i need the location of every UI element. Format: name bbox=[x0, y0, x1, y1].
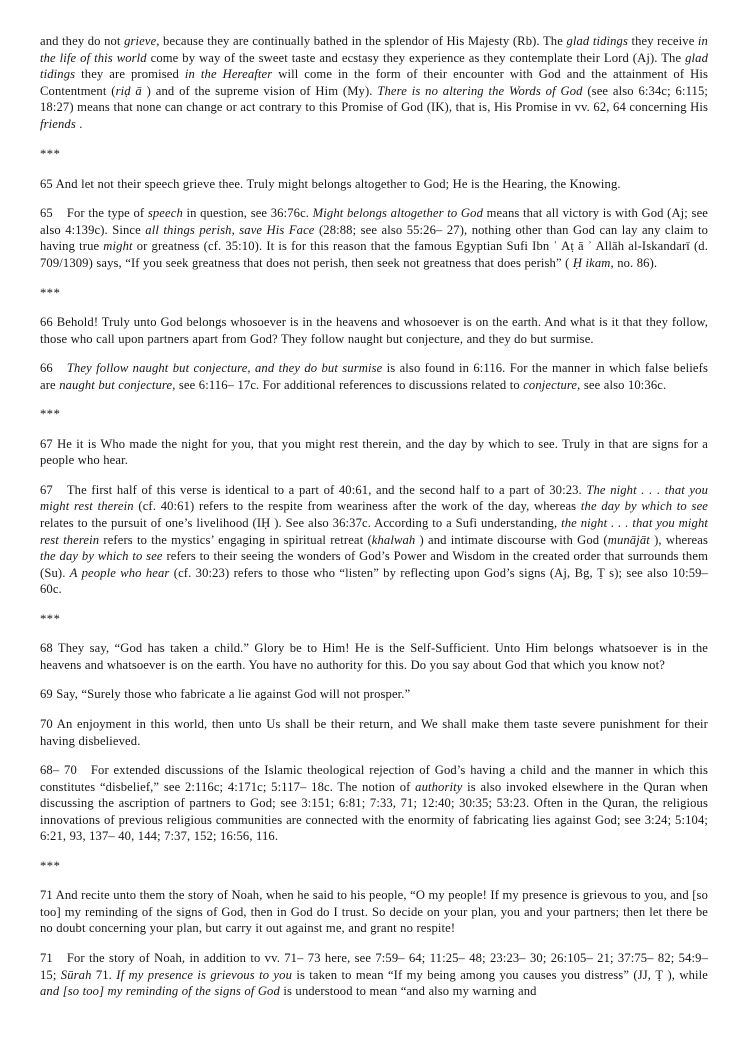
section-separator: *** bbox=[40, 147, 61, 162]
section-separator: *** bbox=[40, 611, 61, 626]
commentary-71: 71 For the story of Noah, in addition to vv. 71– 73 here, see 7:59– 64; 11:25– 48; 23:23– 30; 26:105– 21; 37:75– 82; 54:9– 15; Sūrah 71. If my presence is grievous to you is taken to mean “If my being among you causes you distress” (JJ, Ṭ ), while and [so too] my reminding of the signs of God is understood to mean “and also my warning and bbox=[40, 950, 708, 999]
section-separator: *** bbox=[40, 285, 61, 300]
verse-67: 67 He it is Who made the night for you, that you might rest therein, and the day by which to see. Truly in that are signs for a people who hear. bbox=[40, 436, 708, 468]
verse-65: 65 And let not their speech grieve thee. Truly might belongs altogether to God; He is the Hearing, the Knowing. bbox=[40, 176, 621, 191]
section-separator: *** bbox=[40, 858, 61, 873]
verse-66: 66 Behold! Truly unto God belongs whosoever is in the heavens and whosoever is on the earth. And what is it that they follow, those who call upon partners apart from God? They follow naught but conjecture, and they do but surmise. bbox=[40, 315, 708, 346]
page-text-column bbox=[40, 33, 708, 1000]
commentary-66: 66 They follow naught but conjecture, and they do but surmise is also found in 6:116. For the manner in which false beliefs are naught but conjecture, see 6:116– 17c. For additional references to discussions related to conjecture, see also 10:36c. bbox=[40, 361, 708, 392]
paragraph-commentary-continuation: and they do not grieve, because they are continually bathed in the splendor of His Majesty (Rb). The glad tidings they receive in the life of this world come by way of the sweet taste and ecstasy they experience as they contemplate their Lord (Aj). The glad tidings they are promised in the Hereafter will come in the form of their encounter with God and the attainment of His Contentment (riḍ ā ) and of the supreme vision of Him (My). There is no altering the Words of God (see also 6:34c; 6:115; 18:27) means that none can change or act contrary to this Promise of God (IK), that is, His Promise in vv. 62, 64 concerning His friends . bbox=[40, 34, 708, 131]
commentary-67: 67 The first half of this verse is identical to a part of 40:61, and the second half to a part of 30:23. The night . . . that you might rest therein (cf. 40:61) refers to the respite from weariness after the work of the day, whereas the day by which to see relates to the pursuit of one’s livelihood (IḤ ). See also 36:37c. According to a Sufi understanding, the night . . . that you might rest therein refers to the mystics’ engaging in spiritual retreat (khalwah ) and intimate discourse with God (munājāt ), whereas the day by which to see refers to their seeing the wonders of God’s Power and Wisdom in the created order that surrounds them (Su). A people who hear (cf. 30:23) refers to those who “listen” by reflecting upon God’s signs (Aj, Bg, Ṭ s); see also 10:59– 60c. bbox=[40, 482, 709, 597]
section-separator: *** bbox=[40, 407, 61, 422]
verse-68: 68 They say, “God has taken a child.” Glory be to Him! He is the Self-Sufficient. Unto Him belongs whatsoever is in the heavens and whatsoever is on the earth. You have no authority for this. Do you say about God that which you know not? bbox=[40, 641, 708, 672]
verse-70: 70 An enjoyment in this world, then unto Us shall be their return, and We shall make them taste severe punishment for their having disbelieved. bbox=[40, 716, 708, 748]
commentary-65: 65 For the type of speech in question, see 36:76c. Might belongs altogether to God means that all victory is with God (Aj; see also 4:139c). Since all things perish, save His Face (28:88; see also 55:26– 27), nothing other than God can lay any claim to having true might or greatness (cf. 35:10). It is for this reason that the famous Egyptian Sufi Ibn ʿ Aṭ ā ʾ Allāh al-Iskandarī (d. 709/1309) says, “If you seek greatness that does not perish, then seek not greatness that does perish” ( Ḥ ikam, no. 86). bbox=[40, 206, 708, 271]
verse-69: 69 Say, “Surely those who fabricate a lie against God will not prosper.” bbox=[40, 687, 411, 702]
verse-71: 71 And recite unto them the story of Noah, when he said to his people, “O my people! If my presence is grievous to you, and [so too] my reminding of the signs of God, then in God do I trust. So decide on your plan, you and your partners; then let there be no doubt concerning your plan, but carry it out against me, and grant no respite! bbox=[40, 888, 708, 936]
commentary-68-70: 68– 70 For extended discussions of the Islamic theological rejection of God’s having a child and the manner in which this constitutes “disbelief,” see 2:116c; 4:171c; 5:117– 18c. The notion of authority is also invoked elsewhere in the Quran when discussing the ascription of partners to God; see 3:151; 6:81; 7:33, 71; 12:40; 30:35; 53:23. Often in the Quran, the religious innovations of previous religious communities are connected with the enormity of fabricating lies against God; see 3:24; 5:104; 6:21, 93, 137– 40, 144; 7:37, 152; 16:56, 116. bbox=[40, 763, 709, 844]
